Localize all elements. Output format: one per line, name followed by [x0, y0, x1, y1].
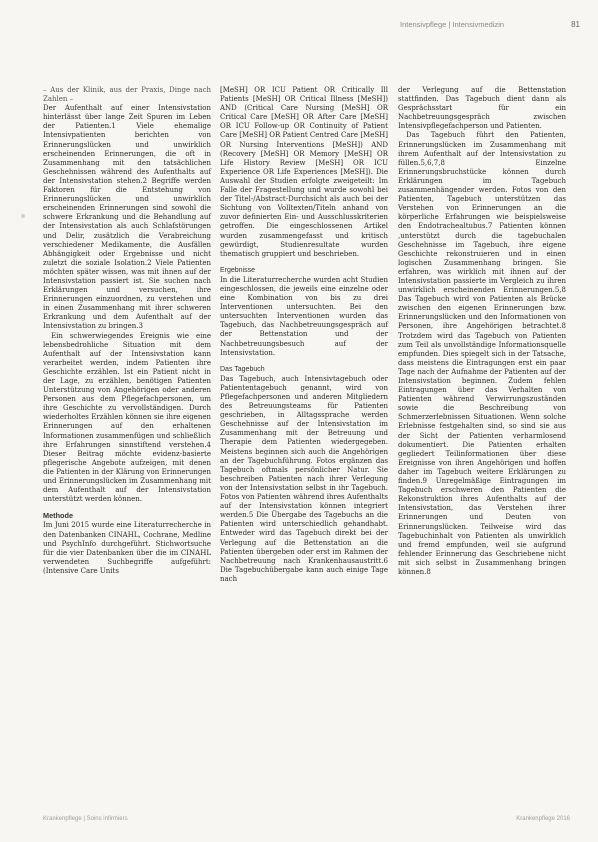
- intro-paragraph-2: Ein schwerwiegendes Ereignis wie eine lebensbedrohliche Situation mit dem Aufenthalt auf der Intensivstation kann verarbeitet werden, indem Patienten ihre Geschichte erzählen. Ist ein Patient nicht in der Lage, zu erzählen, benötigen Patienten Unterstützung von Angehörigen oder anderen Personen aus dem Pflegefachpersonen, um ihre Geschichte zu vervollständigen. Durch wiederholtes Erzählen können sie ihre eigenen Erinnerungen auf den erhaltenen Informationen zusammenfügen und schließlich ihre Erfahrungen sinnstiftend verstehen.4 Dieser Beitrag möchte evidenz-basierte pflegerische Angebote aufzeigen, mit denen die Patienten in der Klärung von Erinnerungen und Erinnerungslücken im Zusammenhang mit dem Aufenthalt auf der Intensivstation unterstützt werden können.: [43, 331, 211, 504]
- running-header: [400, 20, 580, 29]
- results-paragraph: In die Literaturrecherche wurden acht Studien eingeschlossen, die jeweils eine einzelne oder eine Kombination von bis zu drei Interventionen untersuchten. Bei den untersuchten Interventionen wurden das Tagebuch, das Nachbetreuungsgespräch auf der Bettenstation und der Nachbetreuungsbesuch auf der Intensivstation.: [220, 275, 388, 357]
- page-number: 81: [571, 20, 580, 29]
- column-2: [220, 86, 388, 584]
- methods-continued: [MeSH] OR ICU Patient OR Critically Ill Patients [MeSH] OR Critical Illness [MeSH]) AND (Critical Care Nursing [MeSH] OR Critical Care [MeSH] OR After Care [MeSH] OR ICU Follow-up OR Continuity of Patient Care [MeSH] OR Patient Centred Care [MeSH] OR Nursing Interventions [MeSH]) AND (Recovery [MeSH] OR Memory [MeSH] OR Life History Review [MeSH] OR ICU Experience OR Life Experiences [MeSH]). Die Auswahl der Studien erfolgte zweigeteilt: Im Falle der Fragestellung und wurde sowohl bei der Titel-/Abstract-Durchsicht als auch bei der Sichtung von Volltexten/Titeln anhand von zuvor definierten Ein- und Ausschlusskriterien getroffen. Die eingeschlossenen Artikel wurden zusammengefasst und kritisch gewürdigt, Studienresultate wurden thematisch gruppiert und beschrieben.: [220, 86, 388, 258]
- section-heading-methods: Methode: [43, 511, 73, 521]
- footer-right: Krankenpflege 2016: [516, 816, 570, 822]
- running-footer: [43, 816, 570, 822]
- epigraph: – Aus der Klinik, aus der Praxis, Dinge nach Zahlen –: [43, 86, 211, 104]
- diary-continued: der Verlegung auf die Bettenstation stattfinden. Das Tagebuch dient dann als Gesprächsstart für ein Nachbetreuungsgespräch zwischen Intensivpflegefachperson und Patienten.: [398, 86, 566, 131]
- footer-left: Krankenpflege | Soins infirmiers: [43, 816, 128, 822]
- methods-paragraph: Im Juni 2015 wurde eine Literaturrecherche in den Datenbanken CINAHL, Cochrane, Medline und PsychInfo durchgeführt. Stichwortsuche für die vier Datenbanken über die im CINAHL verwendeten Suchbegriffe aufgeführt: (Intensive Care Units: [43, 521, 211, 575]
- punch-hole: [21, 214, 25, 218]
- intro-paragraph-1: Der Aufenthalt auf einer Intensivstation hinterlässt über lange Zeit Spuren im Leben der Patienten.1 Viele ehemalige Intensivpatienten berichten von Erinnerungslücken und unwirklich erscheinenden Erinnerungen, die oft in Zusammenhang mit den tatsächlichen Geschehnissen während des Aufenthalts auf der Intensivstation stehen.2 Begriffe werden Faktoren für die Entstehung von Erinnerungslücken und unwirklich erscheinenden Erinnerungen sind sowohl die schwere Erkrankung und die Behandlung auf der Intensivstation als auch Schlafstörungen und Delir, zusätzlich die Verabreichung verschiedener Medikamente, die Ausfällen Abhängigkeit oder Ergebnisse und nicht zuletzt die soziale Isolation.2 Viele Patienten möchten später wissen, was mit ihnen auf der Intensivstation passiert ist. Sie suchen nach Erklärungen und versuchen, ihre Erinnerungen einzuordnen, zu verstehen und in einen Zusammenhang mit ihrer schweren Erkrankung und dem Aufenthalt auf der Intensivstation zu bringen.3: [43, 104, 211, 331]
- diary-paragraph: Das Tagebuch, auch Intensivtagebuch oder Patiententagebuch genannt, wird von Pflegefachpersonen und anderen Mitgliedern des Betreuungsteams für Patienten geschrieben, in Alltagssprache werden Geschehnisse auf der Intensivstation im Zusammenhang mit der Betreuung und Therapie dem Patienten wiedergegeben. Meistens beginnen sich auch die Angehörigen an der Tagebuchführung. Fotos ergänzen das Tagebuch oftmals persönlicher Natur. Sie beschreiben Patienten nach ihrer Verlegung von der Intensivstation selbst in ihr Tagebuch. Fotos von Patienten während ihres Aufenthalts auf der Intensivstation können integriert werden.5 Die Übergabe des Tagebuchs an die Patienten wird unterschiedlich gehandhabt. Entweder wird das Tagebuch direkt bei der Verlegung auf die Bettenstation an die Patienten übergeben oder erst im Rahmen der Nachbetreuung nach Krankenhausaustritt.6 Die Tagebuchübergabe kann auch einige Tage nach: [220, 374, 388, 583]
- column-3: [398, 86, 566, 577]
- section-heading-diary: Das Tagebuch: [220, 365, 265, 373]
- section-heading-results: Ergebnisse: [220, 266, 256, 274]
- column-1: [43, 86, 211, 576]
- header-section: Intensivpflege | Intensivmedizin: [400, 20, 505, 29]
- diary-paragraph-2: Das Tagebuch führt den Patienten, Erinnerungslücken im Zusammenhang mit ihrem Aufenthalt auf der Intensivstation zu füllen.5,6,7,8 Einzelne Erinnerungsbruchstücke können durch Erklärungen im Tagebuch zusammenhängender werden. Fotos von den Patienten, Tagebuch unterstützen das Verstehen von Erinnerungen an die körperliche Erfahrungen wie beispielsweise den Endotrachealtubus.7 Patienten können ,unterstützt durch die tagebuchalen Geschehnisse im Tagebuch, ihre eigene Geschichte rekonstruieren und in einen logischen Zusammenhang bringen. Sie erfahren, was wirklich mit ihnen auf der Intensivstation passierte im Vergleich zu ihren unwirklich erscheinenden Erinnerungen.5,8 Das Tagebuch wird von Patienten als Brücke zwischen den eigenen Erinnerungen bzw. Erinnerungslücken und den Informationen von Personen, ihre Angehörigen betrachtet.8 Trotzdem wird das Tagebuch von Patienten zum Teil als unvollständige Informationsquelle empfunden. Dies spiegelt sich in der Tatsache, dass meistens die Eintragungen erst ein paar Tage nach der Aufnahme der Patienten auf der Intensivstation beginnen. Zudem fehlen Eintragungen über das Verhalten von Patienten während Verwirrungszuständen sowie die Beschreibung von Schmerzerlebnissen Situationen. Wenn solche Erlebnisse festgehalten sind, so sind sie aus der Sicht der Patienten verharmlosend dokumentiert. Die Patienten erhalten gegliedert Teilinformationen über diese Ereignisse von ihren Angehörigen und hoffen daher im Tagebuch weitere Erklärungen zu finden.9 Unregelmäßige Eintragungen im Tagebuch erschweren den Patienten die Rekonstruktion ihres Aufenthalts auf der Intensivstation, das Verstehen ihrer Erinnerungen und Deuten von Erinnerungslücken. Teilweise wird das Tagebuchinhalt von Patienten als unwirklich und fremd empfunden, weil sie aufgrund fehlender Erinnerung das Geschriebene nicht mit sich selbst in Zusammenhang bringen können.8: [398, 131, 566, 576]
